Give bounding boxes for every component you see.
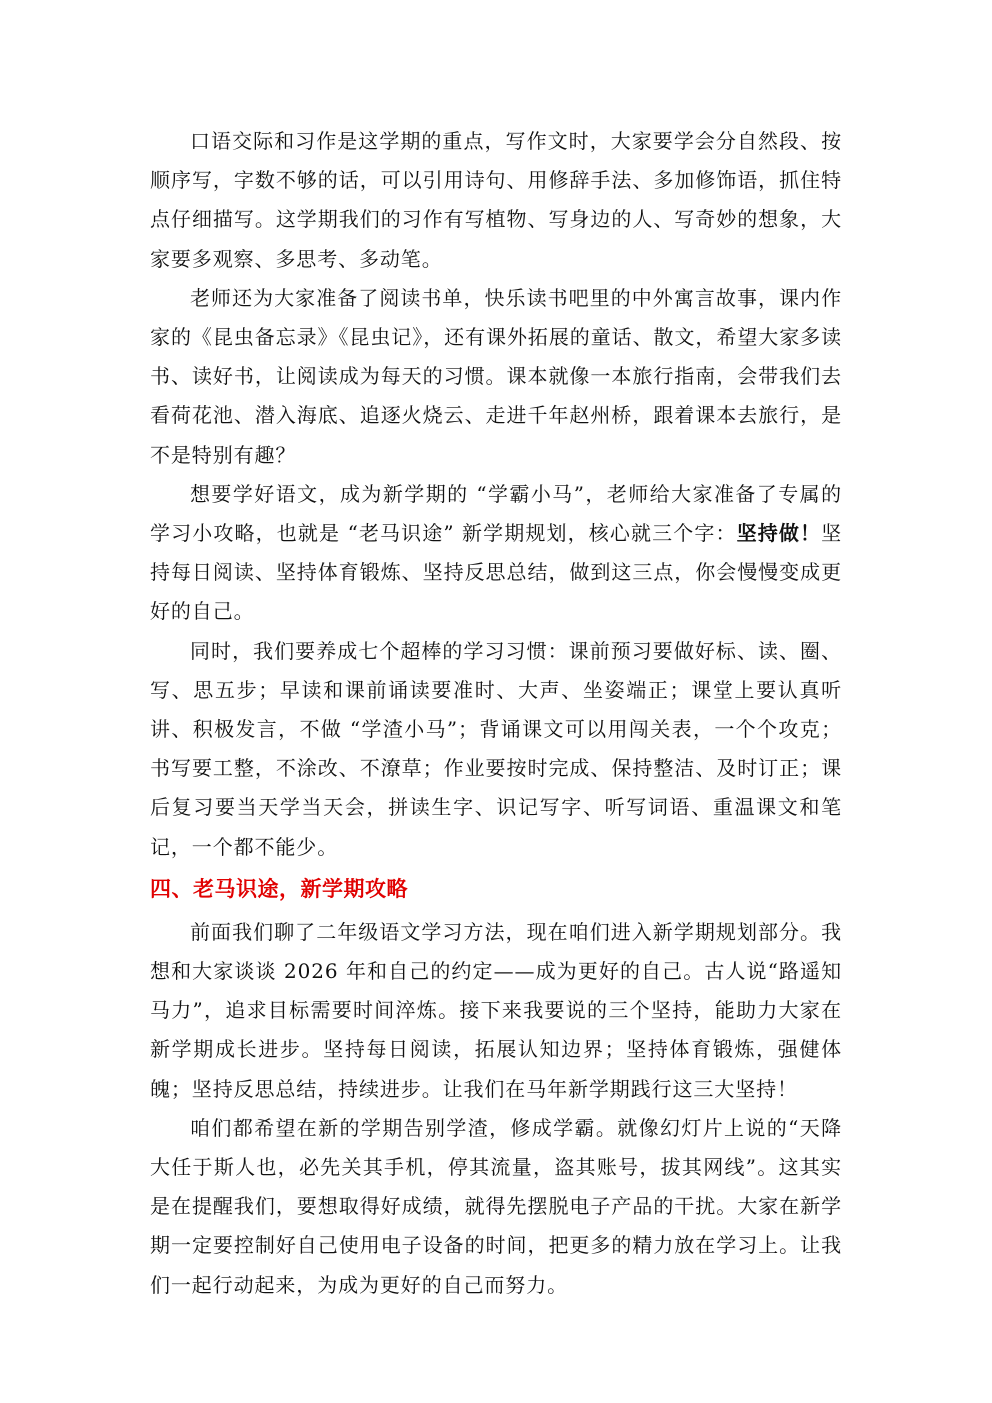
paragraph-writing: 口语交际和习作是这学期的重点，写作文时，大家要学会分自然段、按顺序写，字数不够的话，可以引用诗句、用修辞手法、多加修饰语，抓住特点仔细描写。这学期我们的习作有写植物、写身边的人、写奇妙的想象，大家要多观察、多思考、多动笔。: [150, 129, 842, 271]
paragraph-electronics-warning: 咱们都希望在新的学期告别学渣，修成学霸。就像幻灯片上说的“天降大任于斯人也，必先关其手机，停其流量，盗其账号，拔其网线”。这其实是在提醒我们，要想取得好成绩，就得先摆脱电子产品的干扰。大家在新学期一定要控制好自己使用电子设备的时间，把更多的精力放在学习上。让我们一起行动起来，为成为更好的自己而努力。: [150, 1115, 842, 1297]
paragraph-study-habits: 同时，我们要养成七个超棒的学习习惯：课前预习要做好标、读、圈、写、思五步；早读和课前诵读要准时、大声、坐姿端正；课堂上要认真听讲、积极发言，不做 “学渣小马”；背诵课文可以用闯关表，一个个攻克；书写要工整，不涂改、不潦草；作业要按时完成、保持整洁、及时订正；课后复习要当天学当天会，拼读生字、识记写字、听写词语、重温课文和笔记，一个都不能少。: [150, 638, 842, 859]
document-body: [150, 122, 842, 1305]
section-heading: 四、老马识途，新学期攻略: [150, 875, 408, 901]
paragraph-reading-list: 老师还为大家准备了阅读书单，快乐读书吧里的中外寓言故事，课内作家的《昆虫备忘录》《昆虫记》，还有课外拓展的童话、散文，希望大家多读书、读好书，让阅读成为每天的习惯。课本就像一本旅行指南，会带我们去看荷花池、潜入海底、追逐火烧云、走进千年赵州桥，跟着课本去旅行，是不是特别有趣？: [150, 285, 842, 467]
strategy-text-before: 想要学好语文，成为新学期的 “学霸小马”，老师给大家准备了专属的学习小攻略，也就是 “老马识途” 新学期规划，核心就三个字：: [150, 481, 842, 546]
strategy-bold-text: 坚持做！: [736, 521, 822, 546]
paragraph-study-strategy: [150, 475, 842, 632]
strategy-text-after: 坚持每日阅读、坚持体育锻炼、坚持反思总结，做到这三点，你会慢慢变成更好的自己。: [150, 521, 842, 624]
paragraph-new-semester-plan: 前面我们聊了二年级语文学习方法，现在咱们进入新学期规划部分。我想和大家谈谈 2026 年和自己的约定——成为更好的自己。古人说“路遥知马力”，追求目标需要时间淬炼。接下来我要说的三个坚持，能助力大家在新学期成长进步。坚持每日阅读，拓展认知边界；坚持体育锻炼，强健体魄；坚持反思总结，持续进步。让我们在马年新学期践行这三大坚持！: [150, 919, 842, 1101]
